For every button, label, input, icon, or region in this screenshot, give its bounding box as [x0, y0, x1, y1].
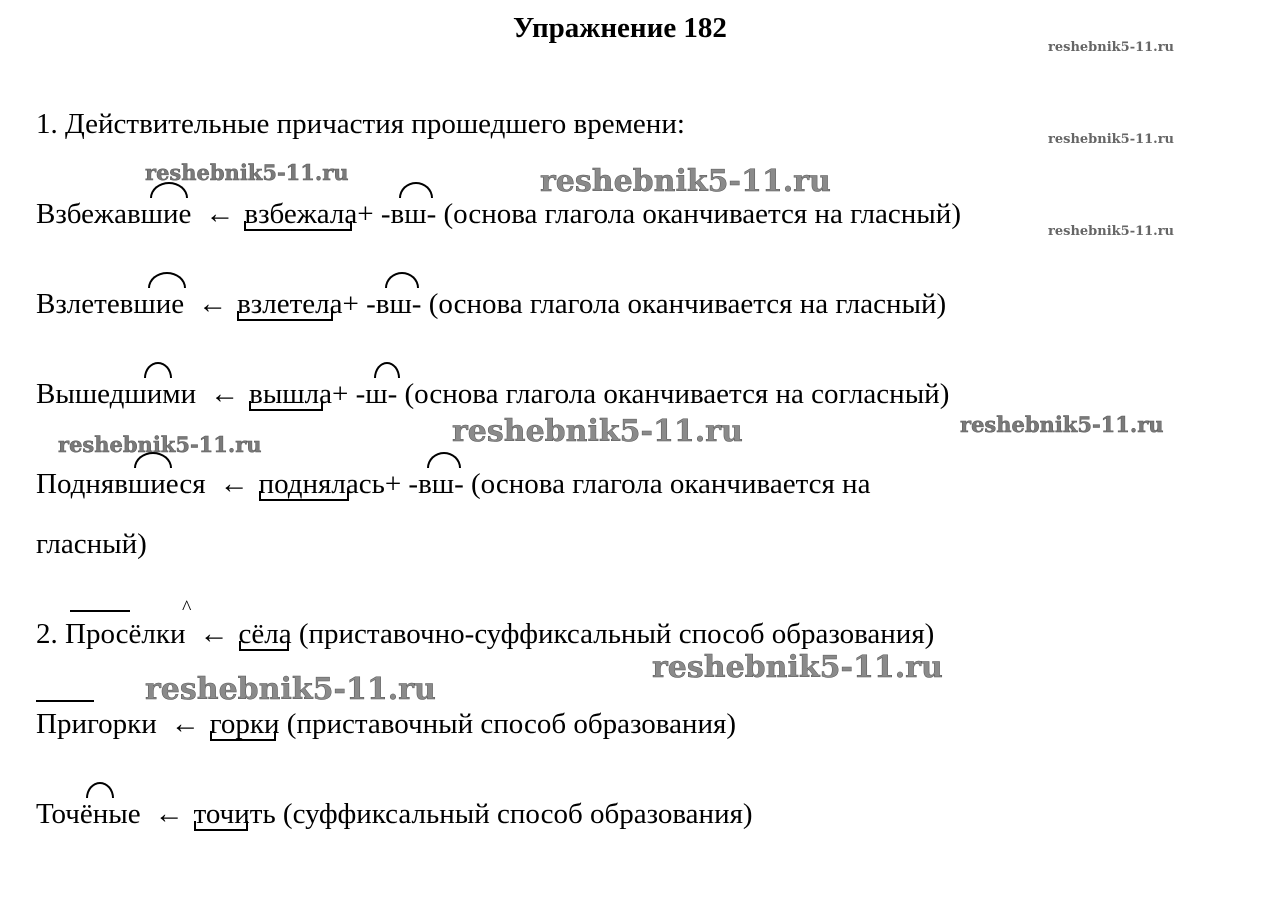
base-word: взбежала: [244, 198, 358, 230]
arrow-icon: ←: [205, 198, 235, 230]
explanation: (приставочный способ образования): [279, 708, 736, 740]
suffix-arc-mark: [144, 362, 172, 378]
base-word: вышла: [249, 378, 332, 410]
explanation: + -ш- (основа глагола оканчивается на согласный): [332, 376, 949, 412]
explanation: (суффиксальный способ образования): [275, 798, 753, 830]
stem-bracket-mark: [210, 731, 276, 741]
section-1-heading: 1. Действительные причастия прошедшего времени:: [36, 108, 685, 140]
participle-word: Взбежавшие: [36, 196, 191, 232]
watermark: reshebnik5-11.ru: [1048, 224, 1175, 239]
stem-bracket-mark: [259, 491, 349, 501]
base-word: сёла: [238, 618, 292, 650]
watermark: reshebnik5-11.ru: [1048, 132, 1175, 147]
suffix-arc-mark: [86, 782, 114, 798]
explanation: + -вш- (основа глагола оканчивается на: [385, 466, 871, 502]
stem-bracket-mark: [244, 221, 352, 231]
arrow-icon: ←: [198, 288, 228, 320]
word-formation-row: [36, 796, 753, 832]
stem-bracket-mark: [194, 821, 248, 831]
arrow-icon: ←: [210, 378, 240, 410]
watermark: reshebnik5-11.ru: [652, 650, 943, 685]
participle-row: [36, 466, 870, 502]
watermark: reshebnik5-11.ru: [960, 412, 1164, 437]
suffix-arc-mark: [385, 272, 419, 288]
page-title: Упражнение 182: [513, 12, 727, 44]
arrow-icon: ←: [199, 618, 229, 650]
watermark: reshebnik5-11.ru: [452, 414, 743, 449]
derived-word: 2. Просёлки ^: [36, 597, 192, 650]
word-formation-row: [36, 597, 935, 652]
participle-word: Вышедшими: [36, 376, 196, 412]
base-word: горки: [209, 708, 280, 740]
participle-row-continuation: гласный): [36, 528, 147, 560]
watermark: reshebnik5-11.ru: [145, 160, 349, 185]
arrow-icon: ←: [170, 708, 200, 740]
watermark: reshebnik5-11.ru: [58, 432, 262, 457]
participle-row: [36, 196, 961, 232]
participle-row: [36, 376, 949, 412]
watermark: reshebnik5-11.ru: [1048, 40, 1175, 55]
derived-word: Пригорки: [36, 706, 157, 742]
base-word: поднялась: [258, 468, 385, 500]
prefix-overline-mark: [70, 610, 130, 612]
suffix-arc-mark: [374, 362, 400, 378]
participle-word: Поднявшиеся: [36, 466, 206, 502]
watermark: reshebnik5-11.ru: [145, 672, 436, 707]
suffix-arc-mark: [148, 272, 186, 288]
stem-bracket-mark: [239, 641, 289, 651]
arrow-icon: ←: [154, 798, 184, 830]
participle-word: Взлетевшие: [36, 286, 184, 322]
explanation: + -вш- (основа глагола оканчивается на гласный): [357, 196, 961, 232]
derived-word: Точёные: [36, 796, 141, 832]
participle-row: [36, 286, 946, 322]
word-formation-row: [36, 706, 736, 742]
suffix-hat-mark: ^: [182, 597, 192, 619]
suffix-arc-mark: [427, 452, 461, 468]
stem-bracket-mark: [237, 311, 333, 321]
watermark: reshebnik5-11.ru: [540, 164, 831, 199]
base-word: точить: [193, 798, 276, 830]
prefix-overline-mark: [36, 700, 94, 702]
explanation: (приставочно-суффиксальный способ образования): [291, 618, 935, 650]
base-word: взлетела: [237, 288, 343, 320]
stem-bracket-mark: [249, 401, 323, 411]
explanation: + -вш- (основа глагола оканчивается на гласный): [343, 286, 947, 322]
suffix-arc-mark: [399, 182, 433, 198]
arrow-icon: ←: [219, 468, 249, 500]
